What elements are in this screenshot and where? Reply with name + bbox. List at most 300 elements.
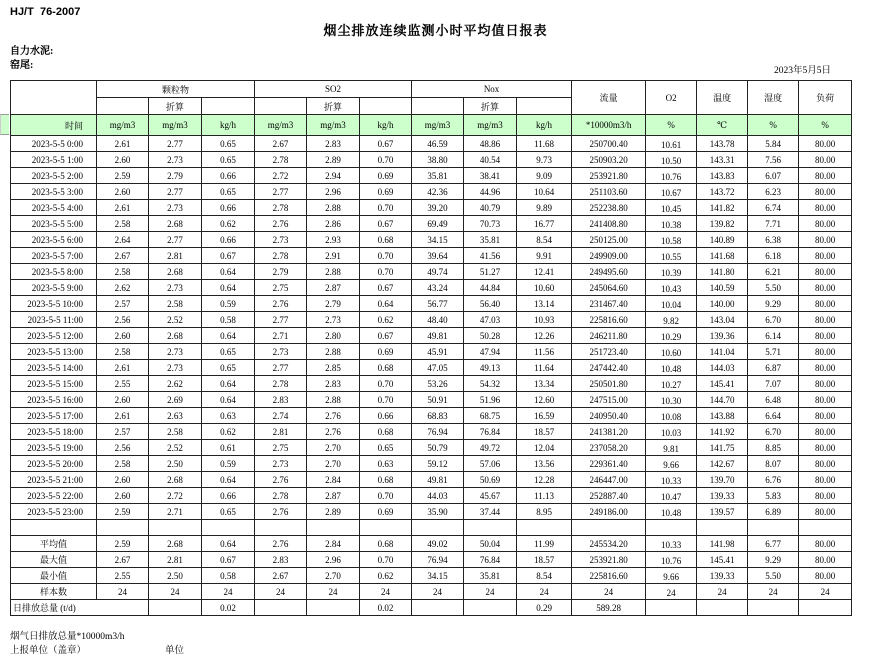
summary-value: 2.83 (255, 552, 307, 568)
cell-value: 80.00 (799, 152, 852, 168)
daily-total-value (149, 600, 202, 616)
summary-value: 141.98 (697, 536, 748, 552)
cell-value: 12.26 (517, 328, 572, 344)
cell-value: 35.90 (412, 504, 464, 520)
cell-value: 241408.80 (572, 216, 646, 232)
summary-value: 24 (97, 584, 149, 600)
cell-value: 2.73 (149, 360, 202, 376)
cell-value: 2.85 (307, 360, 360, 376)
cell-value: 13.56 (517, 456, 572, 472)
cell-time: 2023-5-5 10:00 (11, 296, 97, 312)
summary-value: 2.59 (97, 536, 149, 552)
cell-value: 6.21 (748, 264, 799, 280)
cell-value: 2.52 (149, 312, 202, 328)
cell-value: 2.86 (307, 216, 360, 232)
cell-value: 245064.60 (572, 280, 646, 296)
daily-total-value (307, 600, 360, 616)
header-unit-5: mg/m3 (307, 115, 360, 136)
cell-empty (97, 520, 149, 536)
cell-value: 2.78 (255, 376, 307, 392)
cell-value: 11.64 (517, 360, 572, 376)
cell-value: 80.00 (799, 168, 852, 184)
cell-value: 2.78 (255, 488, 307, 504)
cell-value: 7.56 (748, 152, 799, 168)
cell-empty (517, 520, 572, 536)
cell-value: 240950.40 (572, 408, 646, 424)
cell-value: 2.79 (255, 264, 307, 280)
cell-value: 48.40 (412, 312, 464, 328)
cell-value: 249495.60 (572, 264, 646, 280)
cell-value: 0.68 (360, 232, 412, 248)
cell-value: 247515.00 (572, 392, 646, 408)
cell-value: 2.83 (307, 136, 360, 152)
cell-value: 7.07 (748, 376, 799, 392)
cell-time: 2023-5-5 23:00 (11, 504, 97, 520)
report-table (10, 80, 852, 616)
cell-value: 250501.80 (572, 376, 646, 392)
cell-value: 8.07 (748, 456, 799, 472)
header-single-4: 负荷 (799, 81, 852, 115)
cell-value: 49.72 (464, 440, 517, 456)
daily-total-value (255, 600, 307, 616)
cell-value: 0.65 (202, 152, 255, 168)
cell-value: 12.41 (517, 264, 572, 280)
cell-empty (149, 520, 202, 536)
cell-value: 2.83 (307, 376, 360, 392)
header-unit-0: 时间 (11, 115, 97, 136)
summary-value: 76.84 (464, 552, 517, 568)
cell-time: 2023-5-5 11:00 (11, 312, 97, 328)
cell-time: 2023-5-5 19:00 (11, 440, 97, 456)
summary-value: 5.50 (748, 568, 799, 584)
cell-empty (799, 520, 852, 536)
cell-value: 2.78 (255, 152, 307, 168)
cell-value: 80.00 (799, 456, 852, 472)
cell-value: 10.38 (646, 216, 697, 232)
cell-value: 2.88 (307, 200, 360, 216)
cell-value: 80.00 (799, 392, 852, 408)
summary-value: 2.50 (149, 568, 202, 584)
cell-value: 2.76 (255, 472, 307, 488)
cell-value: 16.59 (517, 408, 572, 424)
cell-value: 11.56 (517, 344, 572, 360)
cell-value: 9.81 (646, 440, 697, 456)
data-row (11, 328, 852, 344)
cell-value: 2.50 (149, 456, 202, 472)
cell-value: 6.64 (748, 408, 799, 424)
cell-value: 56.77 (412, 296, 464, 312)
summary-value: 24 (697, 584, 748, 600)
cell-value: 10.33 (646, 472, 697, 488)
summary-label: 平均值 (11, 536, 97, 552)
cell-value: 0.62 (202, 216, 255, 232)
cell-value: 8.95 (517, 504, 572, 520)
daily-total-value (646, 600, 697, 616)
cell-value: 0.70 (360, 488, 412, 504)
header-sub-blank (97, 98, 149, 115)
summary-value: 0.68 (360, 536, 412, 552)
cell-value: 44.84 (464, 280, 517, 296)
cell-value: 9.89 (517, 200, 572, 216)
cell-value: 2.78 (255, 200, 307, 216)
header-converted-2: 折算 (464, 98, 517, 115)
cell-time: 2023-5-5 3:00 (11, 184, 97, 200)
header-sub-blank (202, 98, 255, 115)
data-row (11, 344, 852, 360)
cell-value: 10.58 (646, 232, 697, 248)
header-unit-8: mg/m3 (464, 115, 517, 136)
daily-total-label: 日排放总量 (t/d) (11, 600, 149, 616)
header-sub-blank (360, 98, 412, 115)
summary-label: 样本数 (11, 584, 97, 600)
cell-value: 143.04 (697, 312, 748, 328)
data-row (11, 216, 852, 232)
data-row (11, 488, 852, 504)
cell-value: 80.00 (799, 472, 852, 488)
summary-value: 2.67 (255, 568, 307, 584)
cell-empty (464, 520, 517, 536)
cell-value: 2.58 (149, 424, 202, 440)
summary-label: 最小值 (11, 568, 97, 584)
header-unit-9: kg/h (517, 115, 572, 136)
cell-value: 253921.80 (572, 168, 646, 184)
cell-value: 50.69 (464, 472, 517, 488)
cell-value: 2.56 (97, 440, 149, 456)
cell-value: 0.68 (360, 360, 412, 376)
cell-value: 237058.20 (572, 440, 646, 456)
cell-value: 2.60 (97, 392, 149, 408)
cell-value: 47.05 (412, 360, 464, 376)
cell-value: 9.09 (517, 168, 572, 184)
cell-value: 42.36 (412, 184, 464, 200)
cell-value: 143.31 (697, 152, 748, 168)
cell-value: 250700.40 (572, 136, 646, 152)
cell-value: 12.04 (517, 440, 572, 456)
summary-value: 145.41 (697, 552, 748, 568)
cell-value: 38.80 (412, 152, 464, 168)
cell-value: 2.89 (307, 504, 360, 520)
daily-total-value: 0.02 (360, 600, 412, 616)
cell-value: 143.88 (697, 408, 748, 424)
cell-empty (697, 520, 748, 536)
cell-value: 6.70 (748, 424, 799, 440)
cell-value: 2.62 (149, 376, 202, 392)
cell-value: 10.43 (646, 280, 697, 296)
cell-value: 5.50 (748, 280, 799, 296)
cell-value: 2.67 (97, 248, 149, 264)
data-row (11, 232, 852, 248)
cell-value: 41.56 (464, 248, 517, 264)
cell-value: 0.59 (202, 456, 255, 472)
summary-value: 2.76 (255, 536, 307, 552)
cell-value: 0.66 (202, 168, 255, 184)
cell-value: 10.61 (646, 136, 697, 152)
cell-value: 80.00 (799, 200, 852, 216)
cell-value: 2.62 (97, 280, 149, 296)
cell-value: 0.64 (202, 392, 255, 408)
cell-value: 0.64 (202, 376, 255, 392)
summary-value: 253921.80 (572, 552, 646, 568)
cell-value: 0.58 (202, 312, 255, 328)
cell-value: 145.41 (697, 376, 748, 392)
cell-value: 9.29 (748, 296, 799, 312)
unit-label: 单位 (165, 646, 185, 656)
cell-value: 2.77 (255, 312, 307, 328)
cell-value: 39.64 (412, 248, 464, 264)
cell-time: 2023-5-5 5:00 (11, 216, 97, 232)
cell-time: 2023-5-5 7:00 (11, 248, 97, 264)
cell-value: 2.72 (255, 168, 307, 184)
cell-value: 0.70 (360, 248, 412, 264)
cell-time: 2023-5-5 22:00 (11, 488, 97, 504)
cell-value: 34.15 (412, 232, 464, 248)
cell-value: 49.74 (412, 264, 464, 280)
cell-value: 59.12 (412, 456, 464, 472)
cell-value: 0.70 (360, 392, 412, 408)
cell-value: 80.00 (799, 440, 852, 456)
summary-value: 24 (360, 584, 412, 600)
cell-value: 10.27 (646, 376, 697, 392)
daily-total-value: 589.28 (572, 600, 646, 616)
cell-value: 80.00 (799, 136, 852, 152)
cell-time: 2023-5-5 6:00 (11, 232, 97, 248)
cell-value: 0.61 (202, 440, 255, 456)
cell-value: 2.64 (97, 232, 149, 248)
cell-value: 44.03 (412, 488, 464, 504)
cell-value: 2.68 (149, 472, 202, 488)
cell-value: 2.73 (255, 344, 307, 360)
cell-value: 10.39 (646, 264, 697, 280)
cell-value: 8.85 (748, 440, 799, 456)
data-row (11, 296, 852, 312)
cell-value: 10.67 (646, 184, 697, 200)
data-row (11, 248, 852, 264)
data-row (11, 152, 852, 168)
cell-value: 37.44 (464, 504, 517, 520)
cell-value: 80.00 (799, 232, 852, 248)
summary-value: 76.94 (412, 552, 464, 568)
cell-value: 0.66 (202, 232, 255, 248)
cell-value: 246447.00 (572, 472, 646, 488)
cell-time: 2023-5-5 17:00 (11, 408, 97, 424)
daily-total-value (799, 600, 852, 616)
summary-value: 24 (307, 584, 360, 600)
cell-value: 2.68 (149, 328, 202, 344)
cell-value: 2.84 (307, 472, 360, 488)
cell-value: 0.62 (360, 312, 412, 328)
cell-value: 0.65 (202, 504, 255, 520)
cell-value: 0.67 (360, 136, 412, 152)
cell-value: 40.54 (464, 152, 517, 168)
daily-total-value (412, 600, 464, 616)
cell-value: 80.00 (799, 504, 852, 520)
cell-value: 0.69 (360, 344, 412, 360)
cell-value: 2.67 (255, 136, 307, 152)
data-row (11, 392, 852, 408)
cell-value: 51.96 (464, 392, 517, 408)
header-unit-6: kg/h (360, 115, 412, 136)
cell-value: 49.13 (464, 360, 517, 376)
cell-value: 6.18 (748, 248, 799, 264)
summary-row (11, 552, 852, 568)
cell-value: 2.80 (307, 328, 360, 344)
cell-value: 8.54 (517, 232, 572, 248)
cell-value: 0.64 (360, 296, 412, 312)
cell-value: 144.03 (697, 360, 748, 376)
cell-value: 9.73 (517, 152, 572, 168)
daily-total-value (464, 600, 517, 616)
cell-value: 50.91 (412, 392, 464, 408)
cell-value: 35.81 (464, 232, 517, 248)
cell-value: 10.48 (646, 504, 697, 520)
cell-value: 0.65 (202, 360, 255, 376)
cell-value: 10.30 (646, 392, 697, 408)
cell-value: 139.82 (697, 216, 748, 232)
spacer-row (11, 520, 852, 536)
summary-value: 18.57 (517, 552, 572, 568)
cell-value: 2.58 (149, 296, 202, 312)
cell-value: 2.61 (97, 408, 149, 424)
summary-value: 10.33 (646, 536, 697, 552)
cell-value: 13.14 (517, 296, 572, 312)
cell-value: 2.76 (255, 504, 307, 520)
cell-value: 80.00 (799, 408, 852, 424)
summary-value: 2.67 (97, 552, 149, 568)
header-row-groups (11, 81, 852, 98)
cell-value: 10.48 (646, 360, 697, 376)
cell-value: 251103.60 (572, 184, 646, 200)
cell-value: 142.67 (697, 456, 748, 472)
summary-value: 2.84 (307, 536, 360, 552)
cell-value: 2.70 (307, 456, 360, 472)
summary-row (11, 536, 852, 552)
data-row (11, 360, 852, 376)
summary-value: 10.76 (646, 552, 697, 568)
cell-value: 80.00 (799, 264, 852, 280)
cell-value: 45.91 (412, 344, 464, 360)
cell-value: 2.77 (255, 360, 307, 376)
data-row (11, 440, 852, 456)
cell-value: 10.60 (517, 280, 572, 296)
cell-value: 2.56 (97, 312, 149, 328)
header-unit-7: mg/m3 (412, 115, 464, 136)
cell-value: 2.60 (97, 488, 149, 504)
cell-value: 10.08 (646, 408, 697, 424)
header-sub-blank (517, 98, 572, 115)
cell-value: 47.03 (464, 312, 517, 328)
data-row (11, 424, 852, 440)
cell-time: 2023-5-5 16:00 (11, 392, 97, 408)
cell-value: 2.63 (149, 408, 202, 424)
cell-value: 0.67 (360, 280, 412, 296)
cell-value: 2.58 (97, 344, 149, 360)
header-unit-4: mg/m3 (255, 115, 307, 136)
summary-value: 24 (517, 584, 572, 600)
header-group-1: SO2 (255, 81, 412, 98)
summary-value: 0.58 (202, 568, 255, 584)
cell-value: 0.67 (360, 328, 412, 344)
cell-time: 2023-5-5 20:00 (11, 456, 97, 472)
daily-total-row (11, 600, 852, 616)
cell-value: 0.66 (360, 408, 412, 424)
header-single-0: 流量 (572, 81, 646, 115)
cell-value: 80.00 (799, 376, 852, 392)
cell-value: 140.59 (697, 280, 748, 296)
cell-time: 2023-5-5 8:00 (11, 264, 97, 280)
cell-value: 241381.20 (572, 424, 646, 440)
cell-value: 2.79 (149, 168, 202, 184)
cell-value: 139.33 (697, 488, 748, 504)
cell-value: 38.41 (464, 168, 517, 184)
cell-value: 140.00 (697, 296, 748, 312)
cell-value: 2.89 (307, 152, 360, 168)
summary-value: 225816.60 (572, 568, 646, 584)
summary-value: 35.81 (464, 568, 517, 584)
header-single-3: 湿度 (748, 81, 799, 115)
cell-value: 246211.80 (572, 328, 646, 344)
cell-value: 2.59 (97, 504, 149, 520)
cell-time: 2023-5-5 1:00 (11, 152, 97, 168)
summary-value: 8.54 (517, 568, 572, 584)
summary-value: 24 (149, 584, 202, 600)
cell-value: 2.60 (97, 328, 149, 344)
cell-value: 10.60 (646, 344, 697, 360)
cell-value: 0.69 (360, 184, 412, 200)
cell-value: 2.76 (255, 296, 307, 312)
cell-value: 0.68 (360, 424, 412, 440)
cell-value: 2.73 (255, 456, 307, 472)
data-row (11, 408, 852, 424)
cell-value: 10.76 (646, 168, 697, 184)
cell-value: 2.59 (97, 168, 149, 184)
summary-value: 2.70 (307, 568, 360, 584)
summary-value: 139.33 (697, 568, 748, 584)
cell-value: 10.04 (646, 296, 697, 312)
cell-value: 2.96 (307, 184, 360, 200)
cell-value: 0.65 (202, 344, 255, 360)
cell-value: 2.60 (97, 152, 149, 168)
summary-value: 0.64 (202, 536, 255, 552)
cell-value: 0.70 (360, 264, 412, 280)
cell-value: 2.58 (97, 264, 149, 280)
cell-value: 2.83 (255, 392, 307, 408)
cell-value: 2.76 (307, 424, 360, 440)
summary-value: 11.99 (517, 536, 572, 552)
summary-value: 24 (202, 584, 255, 600)
summary-value: 9.29 (748, 552, 799, 568)
cell-value: 0.70 (360, 152, 412, 168)
cell-value: 80.00 (799, 184, 852, 200)
cell-value: 10.45 (646, 200, 697, 216)
header-converted-0: 折算 (149, 98, 202, 115)
summary-label: 最大值 (11, 552, 97, 568)
cell-value: 7.71 (748, 216, 799, 232)
cell-value: 2.81 (149, 248, 202, 264)
cell-value: 2.71 (149, 504, 202, 520)
cell-empty (360, 520, 412, 536)
cell-value: 50.28 (464, 328, 517, 344)
cell-value: 2.75 (255, 280, 307, 296)
station-label: 窑尾: (10, 60, 34, 71)
cell-value: 141.92 (697, 424, 748, 440)
cell-value: 10.03 (646, 424, 697, 440)
cell-value: 0.66 (202, 200, 255, 216)
cell-value: 6.87 (748, 360, 799, 376)
cell-value: 0.65 (202, 184, 255, 200)
cell-value: 0.64 (202, 280, 255, 296)
cell-value: 51.27 (464, 264, 517, 280)
cell-value: 0.64 (202, 328, 255, 344)
